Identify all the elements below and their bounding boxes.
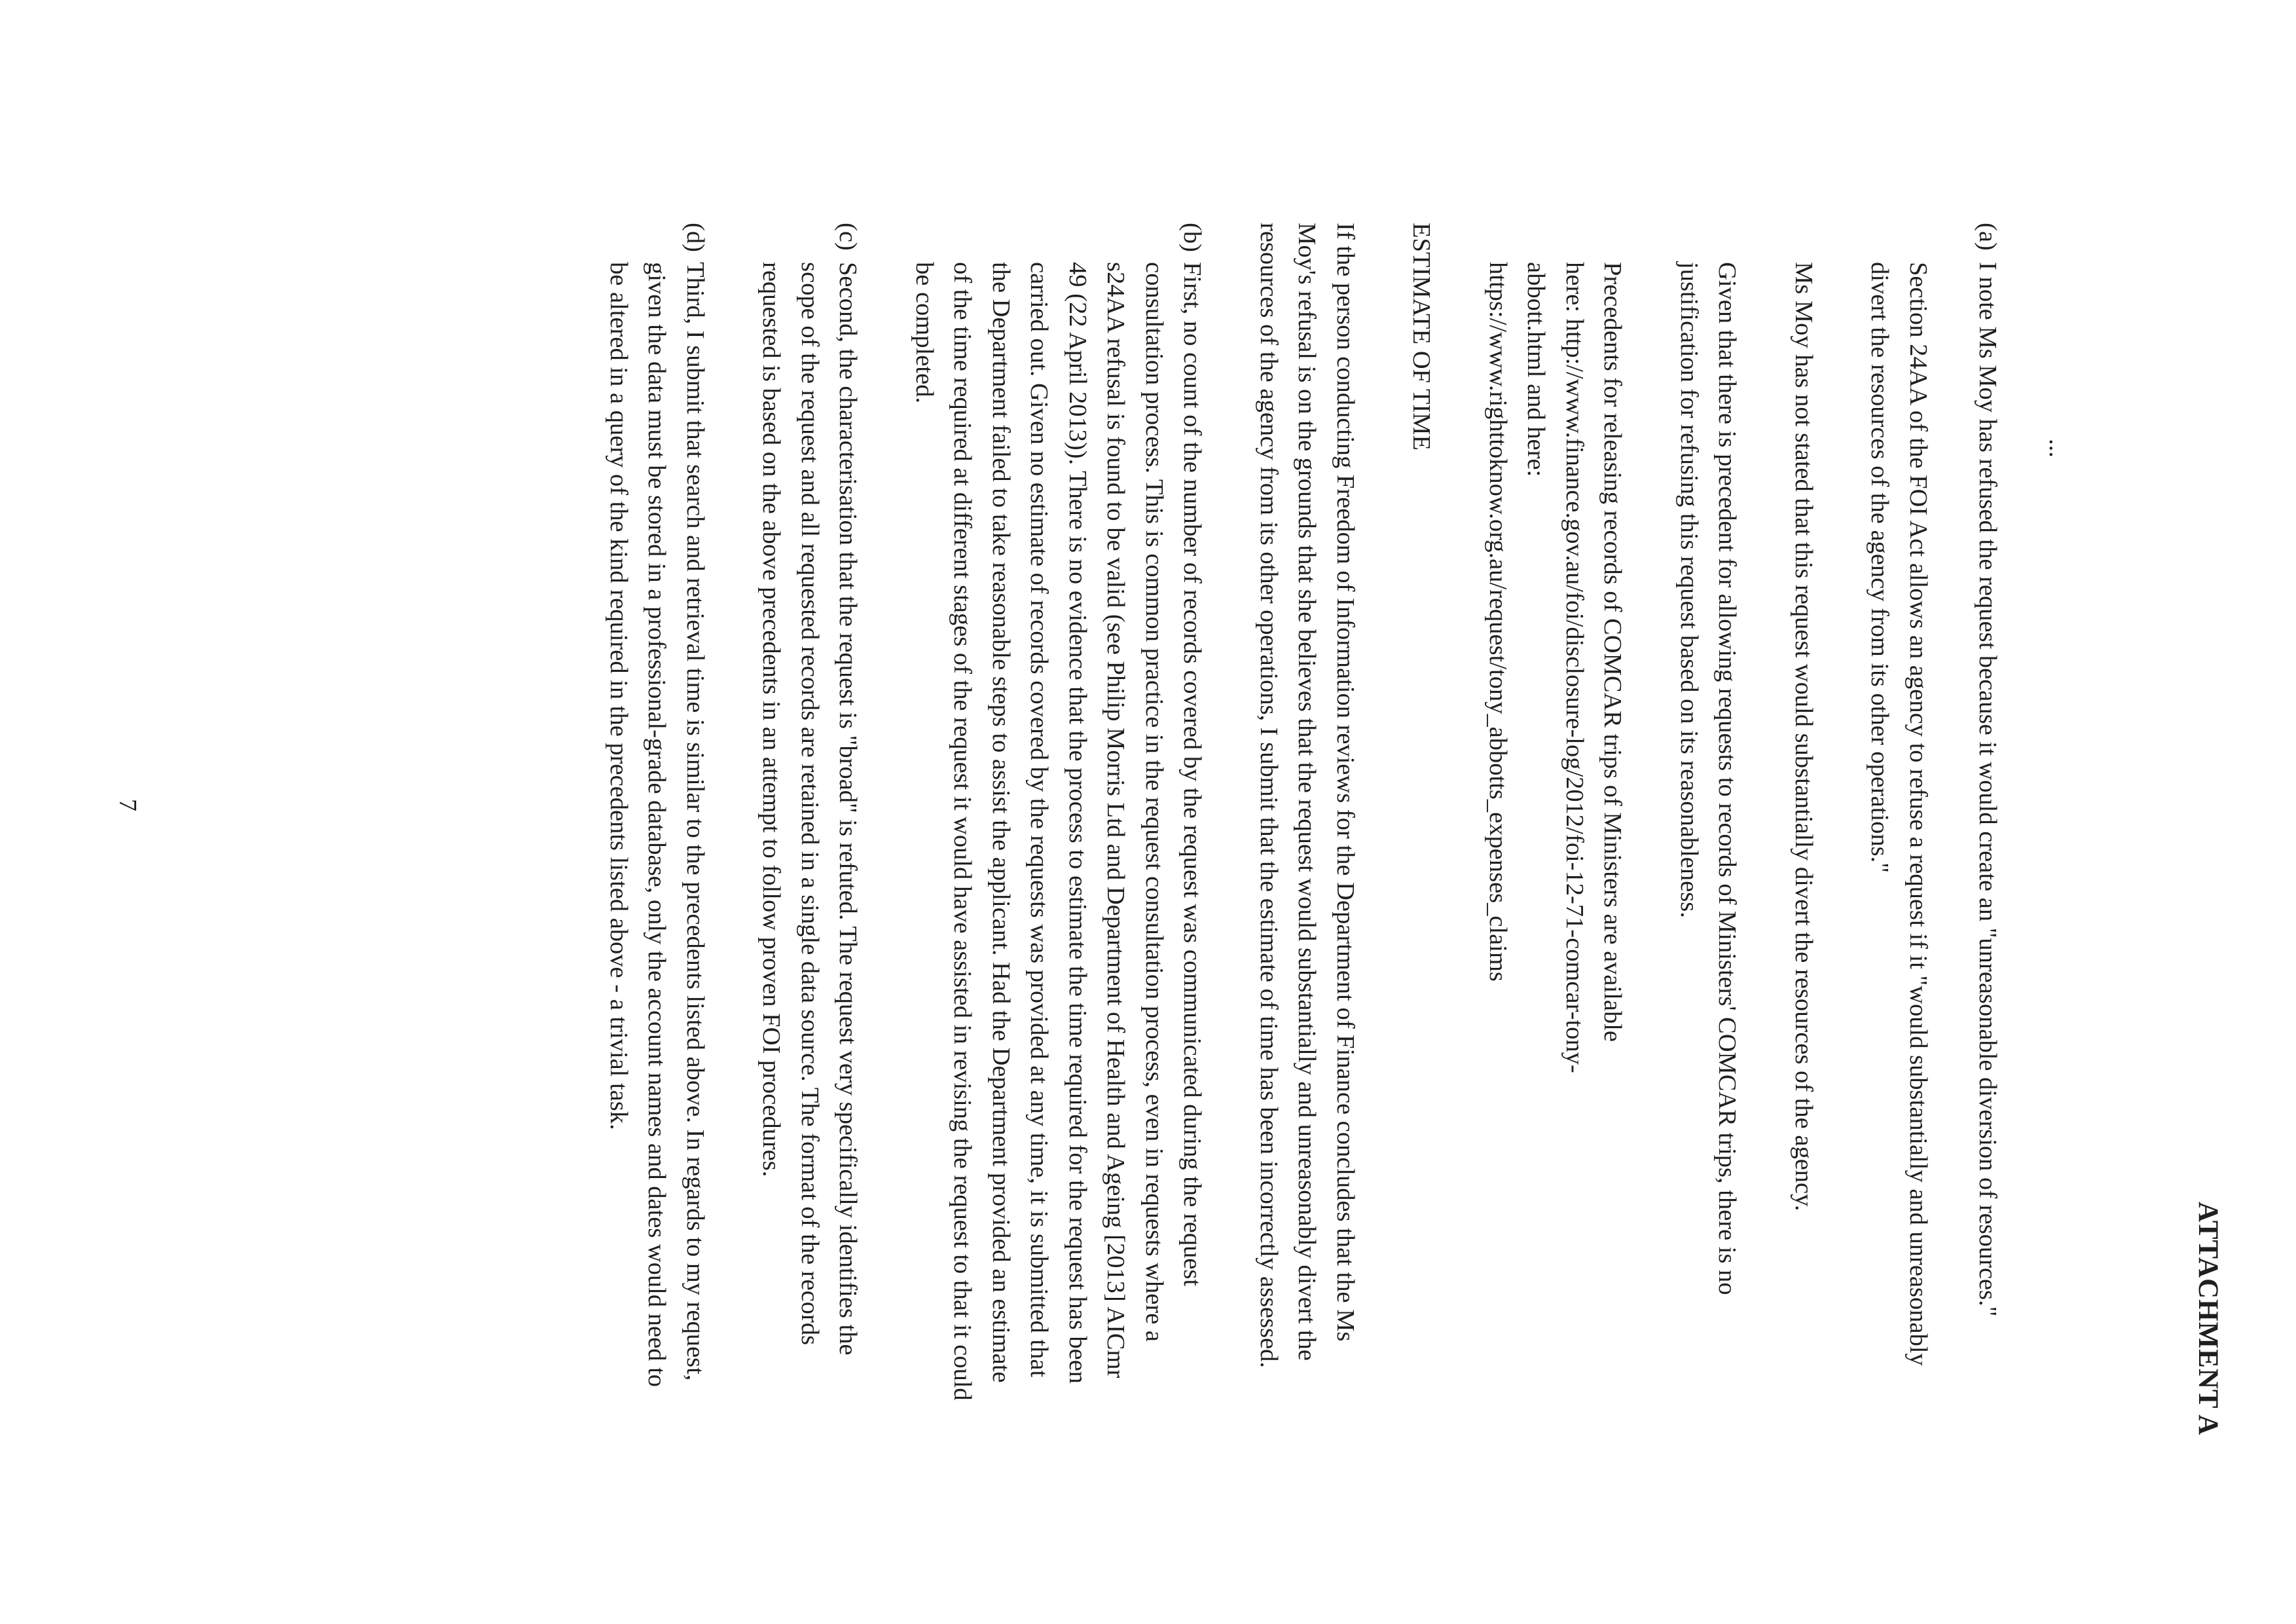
paragraph-precedents-links (1478, 262, 1631, 1401)
list-text-b: First, no count of the number of records covered by the request was communicated during the request consultation process. This is common practice in the request consultation process, even in requests where a s24AA refusal is found to be valid (see Philip Morris Ltd and Department of Health and Ageing [2013] AICmr 49 (22 April 2013)). There is no evidence that the process to estimate the time required for the request has been carried out. Given no estimate of records covered by the requests was provided at any time, it is submitted that the Department failed to take reasonable steps to assist the applicant. Had the Department provided an estimate of the time required at different stages of the request it would have assisted in revising the request to that it could be completed. (910, 262, 1207, 1401)
document-body (599, 223, 2217, 1401)
ellipsis: ... (2044, 439, 2071, 458)
page-number: 7 (114, 799, 141, 811)
list-item-c (752, 223, 867, 1401)
list-text-a: I note Ms Moy has refused the request because it would create an "unreasonable diversion of resources." (1974, 262, 2002, 1317)
attachment-heading: ATTACHMENT A (2193, 1202, 2223, 1436)
heading-estimate-of-time: ESTIMATE OF TIME (1408, 223, 1436, 451)
paragraph-estimate: If the person conducting Freedom of Information reviews for the Department of Finance concludes that the Ms Moy's refusal is on the grounds that she believes that the request would substantially and unreasonably divert the resources of the agency from its other operations, I submit that the estimate of time has been incorrectly assessed. (1254, 223, 1359, 1369)
list-text-d: Third, I submit that search and retrieval time is similar to the precedents listed above. In regards to my request, given the data must be stored in a professional-grade database, only the account names and dates would need to be altered in a query of the kind required in the precedents listed above - a trivial task. (604, 262, 709, 1388)
list-item-b (905, 223, 1211, 1401)
precedents-line-3: abbott.html and here: (1522, 262, 1550, 477)
list-marker-b: (b) (1178, 223, 1207, 252)
precedents-line-2: here: http://www.finance.gov.au/foi/disclosure-log/2012/foi-12-71-comcar-tony- (1560, 262, 1588, 1073)
paragraph-section-24aa: Section 24AA of the FOI Act allows an agency to refuse a request if it "would substantially and unreasonably divert the resources of the agency from its other operations." (1866, 262, 1932, 1366)
list-item-a (1969, 223, 2007, 1401)
list-marker-d: (d) (681, 223, 709, 252)
list-marker-a: (a) (1974, 223, 2002, 251)
list-marker-c: (c) (834, 223, 862, 251)
precedents-line-4: https://www.righttoknow.org.au/request/tony_abbotts_expenses_claims (1484, 262, 1512, 982)
precedents-line-1: Precedents for releasing records of COMCAR trips of Ministers are available (1599, 262, 1627, 1043)
list-item-d (599, 223, 714, 1401)
paragraph-precedent: Given that there is precedent for allowing requests to records of Ministers' COMCAR trips, there is no justification for refusing this request based on its reasonableness. (1675, 262, 1741, 1295)
paragraph-not-stated: Ms Moy has not stated that this request would substantially divert the resources of the agency. (1789, 262, 1817, 1211)
list-text-c: Second, the characterisation that the request is "broad" is refuted. The request very specifically identifies the scope of the request and all requested records are retained in a single data source. The format of the records requested is based on the above precedents in an attempt to follow proven FOI procedures. (757, 262, 862, 1356)
